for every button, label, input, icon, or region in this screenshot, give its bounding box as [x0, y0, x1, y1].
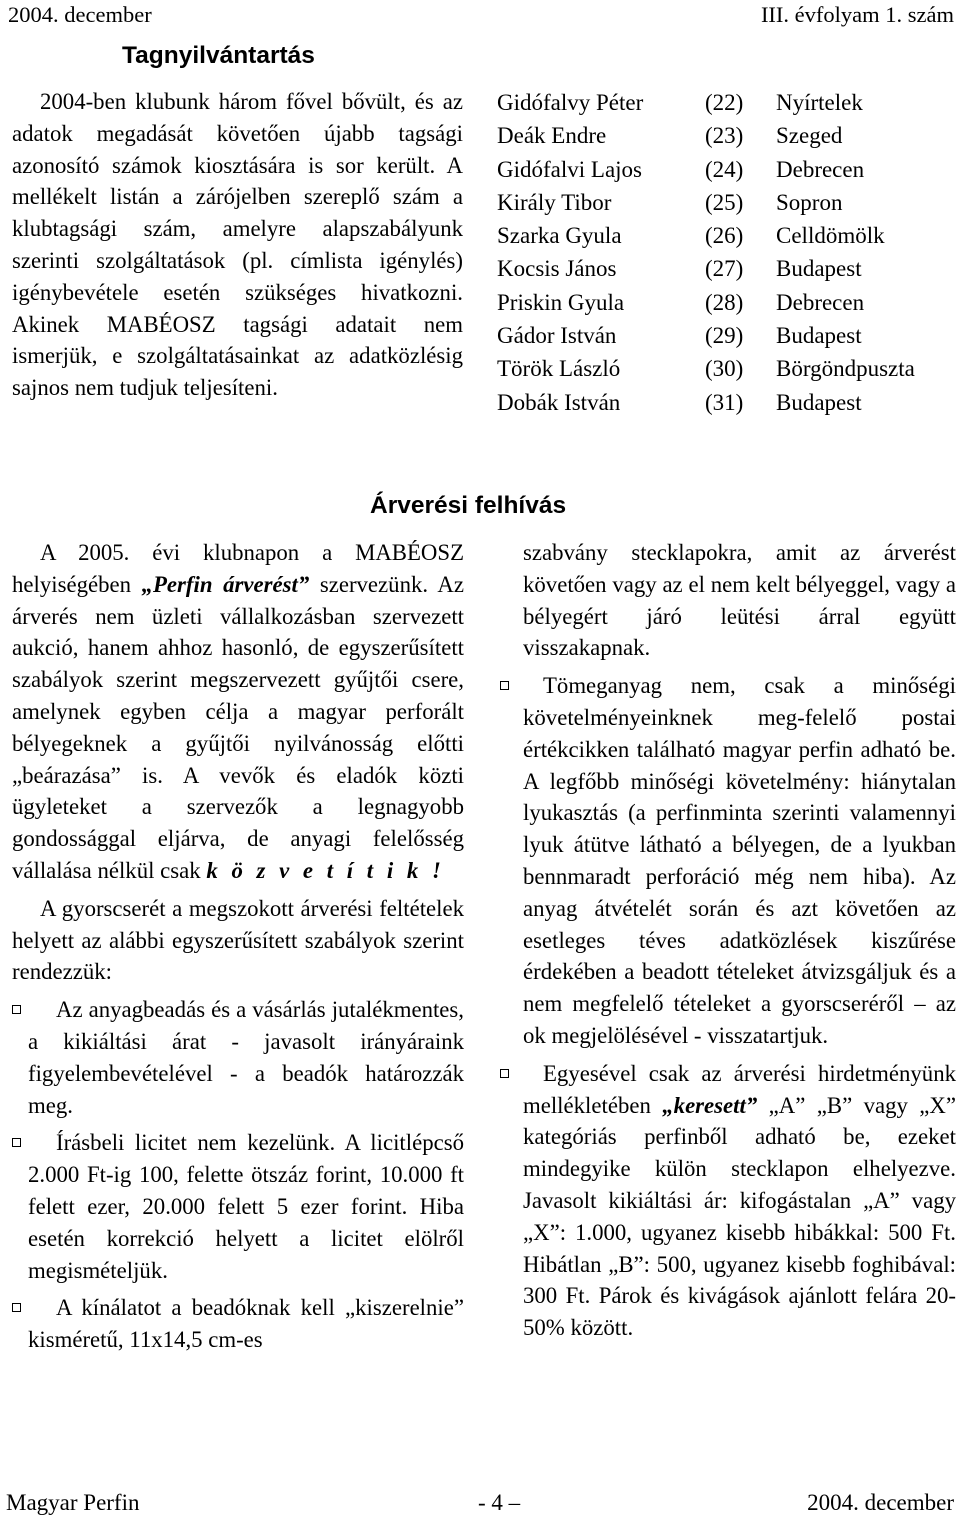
member-name: Szarka Gyula: [497, 223, 622, 249]
intro-text-a: A 2005. évi klubnapon a MABÉOSZ helyiségében: [12, 540, 464, 597]
footer-date: 2004. december: [807, 1490, 954, 1515]
member-row: [497, 186, 957, 219]
member-name: Dobák István: [497, 389, 621, 415]
auction-intro: [12, 537, 464, 887]
member-city: Sopron: [776, 189, 843, 215]
member-name: Priskin Gyula: [497, 289, 625, 315]
section-title-membership: Tagnyilvántartás: [122, 42, 315, 69]
rule-text-5: [523, 1058, 956, 1344]
member-row: [497, 286, 957, 319]
member-number: (22): [705, 90, 744, 115]
member-number: (26): [705, 223, 744, 249]
rule-bullet-1: [12, 994, 464, 1121]
member-row: [497, 153, 957, 186]
member-name: Gádor István: [497, 323, 617, 349]
rule-text-3: A kínálatot a beadóknak kell „kiszerelnie” kisméretű, 11x14,5 cm-es: [28, 1295, 464, 1353]
member-name: Deák Endre: [497, 123, 607, 149]
checkbox-bullet-icon: [500, 1058, 523, 1344]
rule5-text-c: „A” „B” vagy „X” kategóriás perfinből adható be, ezeket mindegyike külön stecklapon elhelyezve. Javasolt kikiáltási ár: kifogástalan „A” vagy „X”: 1.000, ugyanez kisebb hibákkal: 500 Ft. Hibátlan „B”: 500, ugyanez kisebb foghibával: 300 Ft. Párok és kivágások ajánlott felára 20-50% között.: [523, 1092, 956, 1341]
member-name: Gidófalvy Péter: [497, 90, 644, 115]
rule-text-4: Tömeganyag nem, csak a minőségi követelményeinknek meg-felelő postai értékcikken található magyar perfin adható be. A legfőbb minőségi követelmény: hiánytalan lyukasztás (a perfinminta szerinti valamennyi lyuk átütve látható a bélyegen, de a lyukban bennmaradt perforáció még nem hiba). Az anyag átvételét során és azt követően az esetleges téves adatközlések kiszűrése érdekében a beadott tételeket átvizsgáljuk és a nem megfelelő tételeket a gyorscseréről – az ok megjelölésével - visszatartjuk.: [523, 673, 956, 1048]
member-row: [497, 386, 957, 419]
intro-text-c: szervezünk. Az árverés nem üzleti vállalkozásban szervezett aukció, hanem ahhoz hasonló, de egyszerűsített szabályok szerint megszervezett gyűjtői csere, amelynek egyben célja a magyar perforált bélyegeknek a gyűjtői nyilvánosság előtti „beárazása” is. A vevők és eladók közti ügyleteket a szervezők a legnagyobb gondossággal eljárva, de anyagi felelősség vállalása nélkül csak: [12, 571, 464, 883]
rule-text-3-continued: szabvány stecklapokra, amit az árverést követően vagy az el nem kelt bélyeggel, vagy a bélyegért járó leütési árral együtt visszakapnak.: [523, 540, 956, 661]
membership-text: 2004-ben klubunk három fővel bővült, és az adatok megadását követően újabb tagsági azonosító számok kiosztására is sor került. A mellékelt listán a zárójelben szereplő szám a klubtagsági szám, amelyre alapszabályunk szerinti szolgáltatások (pl. címlista igénylés) igénybevétele esetén szükséges hivatkozni. Akinek MABÉOSZ tagsági adatait nem ismerjük, e szolgáltatásainkat az adatközlésig sajnos nem tudjuk teljesíteni.: [12, 89, 463, 401]
checkbox-bullet-icon: [12, 994, 28, 1121]
member-number: (28): [705, 289, 744, 315]
auction-right-column: [523, 537, 956, 1344]
auction-rules-intro: A gyorscserét a megszokott árverési feltételek helyett az alábbi egyszerűsített szabályok szerint rendezzük:: [12, 895, 464, 985]
membership-paragraph: [12, 86, 463, 404]
rule-text-2: Írásbeli licitet nem kezelünk. A licitlépcső 2.000 Ft-ig 100, felette ötszáz forint, 10.000 ft felett ezer, 20.000 felett 5 ezer forint. Hiba esetén korrekció helyett a licitet elölről megismételjük.: [28, 1130, 464, 1283]
header-volume: III. évfolyam 1. szám: [760, 2, 954, 27]
member-city: Debrecen: [776, 289, 865, 315]
rule5-searched: „keresett”: [662, 1092, 758, 1118]
member-number: (31): [705, 389, 744, 415]
member-row: [497, 252, 957, 285]
footer-page-number: - 4 –: [478, 1490, 521, 1515]
member-number: (25): [705, 189, 744, 215]
rule-bullet-3: [12, 1292, 464, 1356]
rule-bullet-4: [500, 670, 956, 1052]
member-row: [497, 352, 957, 385]
member-city: Budapest: [776, 323, 862, 349]
member-name: Kocsis János: [497, 256, 617, 282]
checkbox-bullet-icon: [12, 1292, 28, 1356]
member-name: Király Tibor: [497, 189, 612, 215]
member-city: Szeged: [776, 123, 843, 149]
member-city: Budapest: [776, 389, 862, 415]
member-row: [497, 319, 957, 352]
member-city: Debrecen: [776, 156, 865, 182]
header-date: 2004. december: [8, 2, 152, 27]
member-row: [497, 86, 957, 119]
member-name: Török László: [497, 356, 621, 382]
checkbox-bullet-icon: [500, 670, 523, 1052]
member-number: (23): [705, 123, 744, 149]
member-city: Budapest: [776, 256, 862, 282]
member-city: Celldömölk: [776, 223, 885, 249]
member-name: Gidófalvi Lajos: [497, 156, 642, 182]
member-city: Nyírtelek: [776, 90, 863, 115]
rule-bullet-5: [500, 1058, 956, 1344]
intro-emphasis: k ö z v e t í t i k !: [206, 857, 445, 883]
member-list: [497, 86, 957, 419]
footer-publication: Magyar Perfin: [6, 1490, 140, 1515]
member-number: (29): [705, 323, 744, 349]
member-row: [497, 219, 957, 252]
checkbox-bullet-icon: [12, 1127, 28, 1286]
member-number: (30): [705, 356, 744, 382]
member-number: (27): [705, 256, 744, 282]
member-city: Börgöndpuszta: [776, 356, 915, 382]
intro-perfin-auction: „Perfin árverést”: [141, 571, 310, 597]
section-title-auction: Árverési felhívás: [370, 492, 567, 519]
rule-bullet-2: [12, 1127, 464, 1286]
member-row: [497, 119, 957, 152]
member-number: (24): [705, 156, 744, 182]
rule5-text-a: Egyesével csak az árverési hirdetményünk mellékletében: [523, 1060, 956, 1118]
rule-text-1: Az anyagbeadás és a vásárlás jutalékmentes, a kikiáltási árat - javasolt irányáraink figyelembevételével - a beadók határozzák meg.: [28, 997, 464, 1118]
auction-left-column: [12, 537, 464, 1356]
